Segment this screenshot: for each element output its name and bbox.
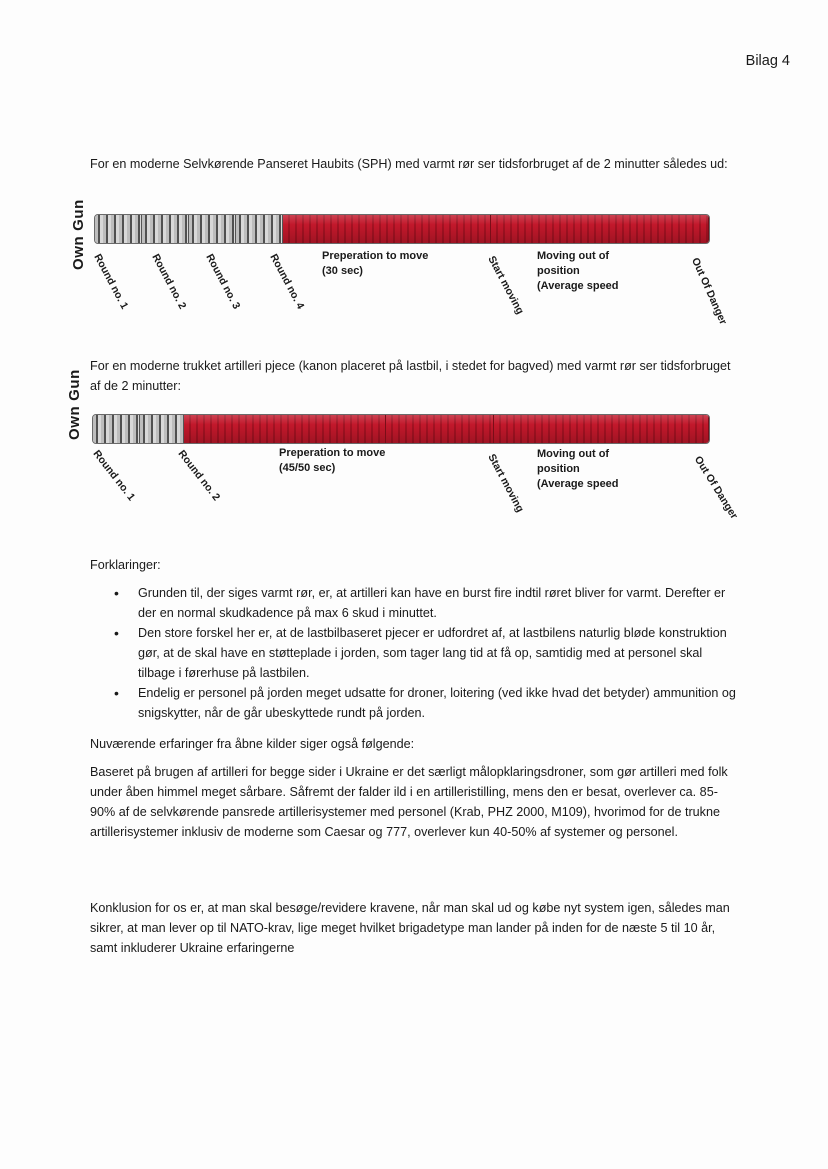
forklaringer-heading: Forklaringer:: [90, 558, 161, 572]
own-gun-label-2: Own Gun: [66, 369, 83, 440]
towed-moving-line1: Moving out of: [537, 448, 610, 460]
sph-intro: For en moderne Selvkørende Panseret Haubits (SPH) med varmt rør ser tidsforbruget af de 2 minutter således ud:: [90, 157, 728, 171]
towed-moving-line2: position: [537, 463, 580, 475]
list-item: [114, 683, 738, 723]
towed-intro: For en moderne trukket artilleri pjece (kanon placeret på lastbil, i stedet for bagved) med varmt rør ser tidsforbruget af de 2 minutter:: [90, 359, 731, 393]
bullet-icon: •: [114, 585, 119, 601]
towed-timeline-bar: [92, 414, 710, 444]
sph-round-3-label: Round no. 3: [203, 252, 243, 312]
towed-preparation-label: [279, 446, 385, 476]
list-item-text: Den store forskel her er, at de lastbilbaseret pjecer er udfordret af, at lastbilens naturlig bløde konstruktion gør, at de skal have en støtteplade i jorden, som tager lang tid at få op, samtidig med at personel skal tilbage i førerhuse på lastbilen.: [138, 626, 727, 680]
sph-moving-line3: (Average speed: [537, 280, 619, 292]
towed-moving-label: [537, 447, 619, 492]
erfaringer-body: Baseret på brugen af artilleri for begge sider i Ukraine er det særligt målopklaringsdroner, som gør artilleri med folk under åben himmel meget sårbare. Såfremt der falder ild i en artilleristilling, mens den er besat, overlever ca. 85-90% af de selvkørende pansrede artillerisystemer med personel (Krab, PHZ 2000, M109), hvorimod for de trukne artillerisystemer inklusiv de moderne som Caesar og 777, overlever kun 40-50% af systemer og personel.: [90, 765, 728, 839]
sph-round-segment: [95, 215, 142, 243]
towed-round-1-label: Round no. 1: [90, 448, 138, 504]
own-gun-label-1: Own Gun: [70, 199, 87, 270]
towed-out-of-danger-label: Out Of Danger: [691, 454, 741, 522]
sph-round-segment: [142, 215, 189, 243]
sph-out-of-danger-label: Out Of Danger: [689, 256, 730, 327]
erfaringer-heading: Nuværende erfaringer fra åbne kilder siger også følgende:: [90, 737, 415, 751]
sph-prep-line2: (30 sec): [322, 265, 363, 277]
towed-prep-line1: Preperation to move: [279, 447, 386, 459]
appendix-label: Bilag 4: [745, 53, 790, 69]
towed-round-2-label: Round no. 2: [175, 448, 223, 504]
towed-preparation-segment: [184, 415, 386, 443]
towed-round-segment: [93, 415, 140, 443]
sph-round-4-label: Round no. 4: [267, 252, 307, 312]
sph-start-moving-label: Start moving: [485, 254, 527, 317]
list-item-text: Grunden til, der siges varmt rør, er, at artilleri kan have en burst fire indtil røret bliver for varmt. Derefter er der en normal skudkadence på max 6 skud i minuttet.: [138, 586, 726, 620]
konklusion-body: Konklusion for os er, at man skal besøge/revidere kravene, når man skal ud og købe nyt system igen, således man sikrer, at man lever op til NATO-krav, lige meget hvilket brigadetype man lander på inden for de næste 5 til 10 år, samt inkluderer Ukraine erfaringerne: [90, 901, 730, 955]
sph-round-segment: [189, 215, 236, 243]
list-item: [114, 623, 738, 683]
sph-round-2-label: Round no. 2: [149, 252, 189, 312]
sph-preparation-label: [322, 249, 428, 279]
sph-preparation-segment: [283, 215, 491, 243]
sph-round-1-label: Round no. 1: [91, 252, 131, 312]
sph-timeline-bar: [94, 214, 710, 244]
sph-prep-line1: Preperation to move: [322, 250, 429, 262]
towed-start-moving-label: Start moving: [485, 452, 527, 515]
bullet-icon: •: [114, 625, 119, 641]
towed-moving-segment: [494, 415, 709, 443]
bullet-icon: •: [114, 685, 119, 701]
sph-moving-label: [537, 249, 619, 294]
sph-moving-segment: [491, 215, 709, 243]
forklaringer-list: [114, 583, 738, 723]
towed-prep-line2: (45/50 sec): [279, 462, 336, 474]
list-item: [114, 583, 738, 623]
towed-round-segment: [140, 415, 184, 443]
sph-moving-line1: Moving out of: [537, 250, 610, 262]
towed-moving-line3: (Average speed: [537, 478, 619, 490]
towed-preparation-segment-2: [386, 415, 494, 443]
sph-moving-line2: position: [537, 265, 580, 277]
sph-round-segment: [236, 215, 283, 243]
list-item-text: Endelig er personel på jorden meget udsatte for droner, loitering (ved ikke hvad det betyder) ammunition og snigskytter, når de går ubeskyttede rundt på jorden.: [138, 686, 736, 720]
